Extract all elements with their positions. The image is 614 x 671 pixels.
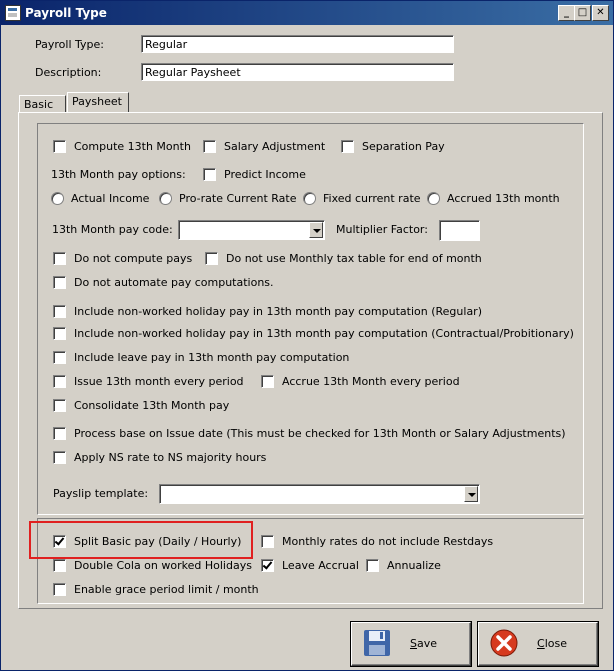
salary-adjustment-checkbox[interactable]: Salary Adjustment [203,140,325,153]
annualize-checkbox[interactable]: Annualize [366,559,441,572]
payslip-template-label: Payslip template: [53,487,149,500]
monthly-rates-restdays-checkbox[interactable]: Monthly rates do not include Restdays [261,535,493,548]
consolidate-13th-month-checkbox[interactable]: Consolidate 13th Month pay [53,399,229,412]
include-leave-pay-checkbox[interactable]: Include leave pay in 13th month pay computation [53,351,349,364]
tab-paysheet[interactable]: Paysheet [67,92,129,113]
include-nonworked-contractual-checkbox[interactable]: Include non-worked holiday pay in 13th month pay computation (Contractual/Probitionary) [53,327,574,340]
payroll-type-input[interactable]: Regular [141,35,454,53]
accrue-every-period-checkbox[interactable]: Accrue 13th Month every period [261,375,460,388]
app-icon [5,5,21,21]
pay-options-label: 13th Month pay options: [51,168,186,181]
leave-accrual-checkbox[interactable]: Leave Accrual [261,559,359,572]
close-label: Close [537,637,567,650]
include-nonworked-regular-checkbox[interactable]: Include non-worked holiday pay in 13th month pay computation (Regular) [53,305,482,318]
maximize-button[interactable]: □ [574,5,591,21]
actual-income-radio[interactable]: Actual Income [51,192,149,205]
predict-income-checkbox[interactable]: Predict Income [203,168,306,181]
chevron-down-icon[interactable] [309,222,323,238]
multiplier-label: Multiplier Factor: [336,223,428,236]
double-cola-checkbox[interactable]: Double Cola on worked Holidays [53,559,252,572]
floppy-disk-icon [362,628,392,658]
split-basic-pay-checkbox[interactable]: Split Basic pay (Daily / Hourly) [53,535,241,548]
process-base-issue-date-checkbox[interactable]: Process base on Issue date (This must be checked for 13th Month or Salary Adjustments) [53,427,566,440]
title-bar[interactable] [1,1,613,25]
payroll-type-label: Payroll Type: [35,38,104,51]
do-not-compute-pays-checkbox[interactable]: Do not compute pays [53,252,192,265]
chevron-down-icon[interactable] [464,486,478,502]
pay-code-select[interactable] [178,220,325,240]
minimize-button[interactable]: _ [558,5,575,21]
window-title: Payroll Type [25,6,107,20]
apply-ns-rate-checkbox[interactable]: Apply NS rate to NS majority hours [53,451,266,464]
multiplier-input[interactable] [439,220,480,241]
prorate-current-rate-radio[interactable]: Pro-rate Current Rate [159,192,297,205]
compute-13th-month-checkbox[interactable]: Compute 13th Month [53,140,191,153]
pay-code-label: 13th Month pay code: [52,223,173,236]
description-label: Description: [35,66,102,79]
save-label: Save [410,637,438,650]
accrued-13th-month-radio[interactable]: Accrued 13th month [427,192,560,205]
close-button[interactable] [478,622,598,666]
fixed-current-rate-radio[interactable]: Fixed current rate [303,192,421,205]
description-input[interactable]: Regular Paysheet [141,63,454,81]
separation-pay-checkbox[interactable]: Separation Pay [341,140,445,153]
close-circle-icon [489,628,519,658]
issue-every-period-checkbox[interactable]: Issue 13th month every period [53,375,244,388]
close-window-button[interactable]: ✕ [592,5,609,21]
tab-basic[interactable]: Basic [19,95,66,113]
grace-period-checkbox[interactable]: Enable grace period limit / month [53,583,259,596]
do-not-automate-checkbox[interactable]: Do not automate pay computations. [53,276,274,289]
save-button[interactable] [351,622,471,666]
payslip-template-select[interactable] [159,484,480,504]
do-not-use-tax-table-checkbox[interactable]: Do not use Monthly tax table for end of month [205,252,482,265]
